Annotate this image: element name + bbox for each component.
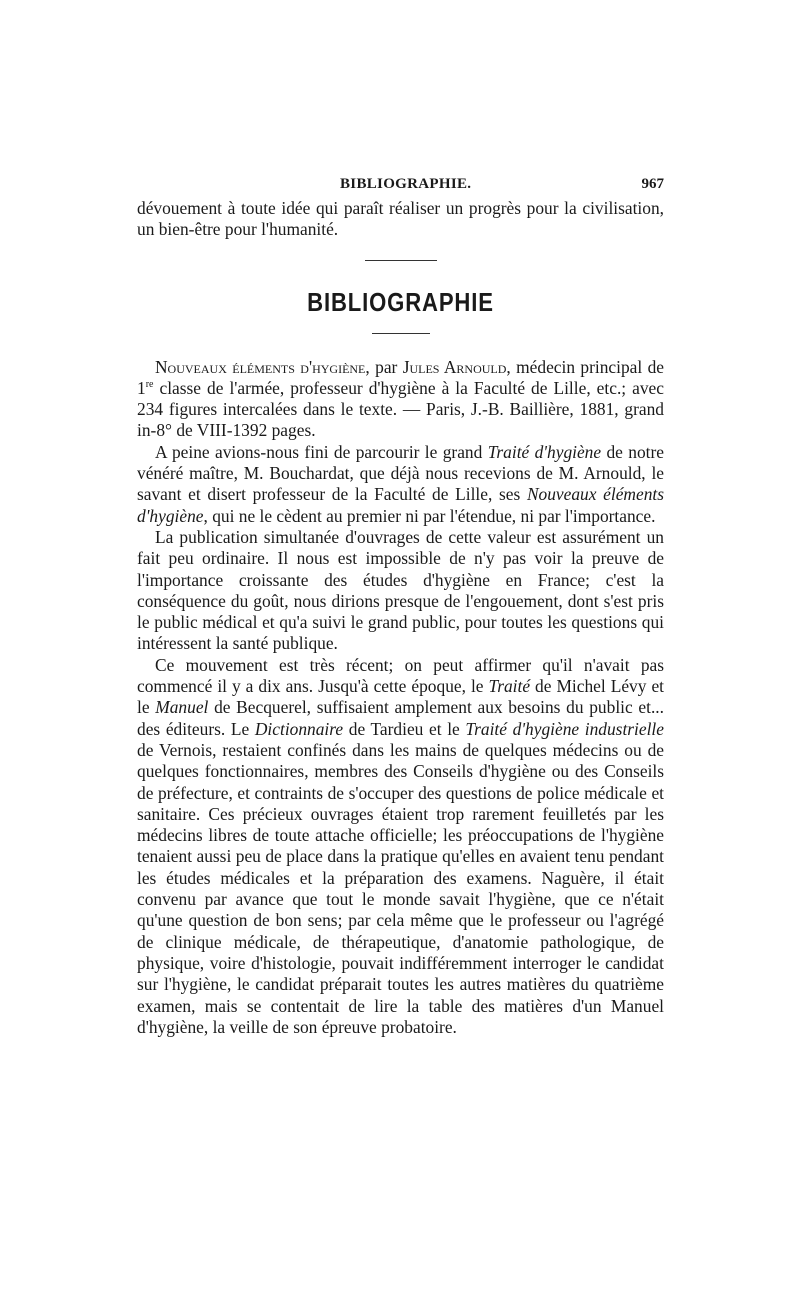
text-run: de Michel Lévy et le xyxy=(137,676,664,718)
text-run: de notre vénéré maître, M. Bouchardat, que déjà nous recevions de M. Arnould, le savant et disert professeur de la Faculté de Lille, ses xyxy=(137,441,664,505)
text-run: de Becquerel, suffisaient amplement aux besoins du public et... des éditeurs. Le xyxy=(137,697,664,739)
ordinal-superscript: re xyxy=(145,379,154,391)
running-head-title: BIBLIOGRAPHIE. xyxy=(340,176,472,192)
text-run: A peine avions-nous fini de parcourir le grand xyxy=(155,441,488,462)
carryover-paragraph xyxy=(137,198,664,241)
italic-title: Traité xyxy=(488,676,531,697)
entry-description-2: classe de l'armée, professeur d'hygiène à la Faculté de Lille, etc.; avec 234 figures intercalées dans le texte. — Paris, J.-B. Baillière, 1881, grand in-8° de VIII-1392 pages. xyxy=(137,377,664,441)
text-run: de Vernois, restaient confinés dans les mains de quelques médecins ou de quelques fonctionnaires, membres des Conseils d'hygiène ou des Conseils de préfecture, et contraints de s'occuper des questions de police médicale et sanitaire. Ces précieux ouvrages étaient trop rarement feuilletés par les médecins libres de toute attache officielle; les préoccupations de l'hygiène tenaient aussi peu de place dans la pratique qu'elles en avaient tenu pendant les études médicales et la préparation des examens. Naguère, il était convenu par avance que tout le monde savait l'hygiène, que ce n'était qu'une question de bon sens; par cela même que le professeur ou l'agrégé de clinique médicale, de thérapeutique, d'anatomie pathologique, de physique, voire d'histologie, pouvait indifféremment interroger le candidat sur l'hygiène, le candidat préparait toutes les autres matières du quatrième examen, mais se contentait de lire la table des matières d'un Manuel d'hygiène, la veille de son épreuve probatoire. xyxy=(137,739,664,1037)
running-head xyxy=(137,176,664,198)
review-paragraph-2: La publication simultanée d'ouvrages de cette valeur est assurément un fait peu ordinaire. Il nous est impossible de n'y pas voir la preuve de l'importance croissante des études d'hygiène en France; c'est la conséquence du goût, nous dirions presque de l'engouement, dont s'est pris le public médical et qu'a suivi le grand public, pour toutes les questions qui intéressent la santé publique. xyxy=(137,526,664,654)
page-number: 967 xyxy=(641,176,664,192)
entry-citation xyxy=(137,357,664,442)
divider-rule-short xyxy=(372,333,430,334)
italic-title: Dictionnaire xyxy=(254,718,344,739)
italic-title: Nouveaux éléments d'hygiène xyxy=(137,484,665,526)
book-page xyxy=(137,176,664,1038)
review-paragraph-3 xyxy=(137,655,664,1038)
text-run: , qui ne le cèdent au premier ni par l'étendue, ni par l'importance. xyxy=(203,505,656,526)
italic-title: Traité d'hygiène xyxy=(487,441,602,462)
entry-by: , par xyxy=(365,356,403,377)
book-title: Nouveaux éléments d'hygiène xyxy=(155,356,366,377)
entry-description-1: , médecin principal de 1 xyxy=(137,356,664,398)
text-run: de Tardieu et le xyxy=(343,718,466,739)
carryover-text: dévouement à toute idée qui paraît réaliser un progrès pour la civilisation, un bien-être pour l'humanité. xyxy=(137,198,664,240)
section-heading: BIBLIOGRAPHIE xyxy=(307,286,494,317)
divider-rule xyxy=(365,260,437,261)
review-paragraph-1 xyxy=(137,442,664,527)
bibliography-entry xyxy=(137,357,664,1039)
italic-title: Traité d'hygiène industrielle xyxy=(465,718,664,739)
italic-title: Manuel xyxy=(155,697,209,718)
text-run: Ce mouvement est très récent; on peut affirmer qu'il n'avait pas commencé il y a dix ans. Jusqu'à cette époque, le xyxy=(137,654,664,697)
author-name: Jules Arnould xyxy=(402,356,507,377)
